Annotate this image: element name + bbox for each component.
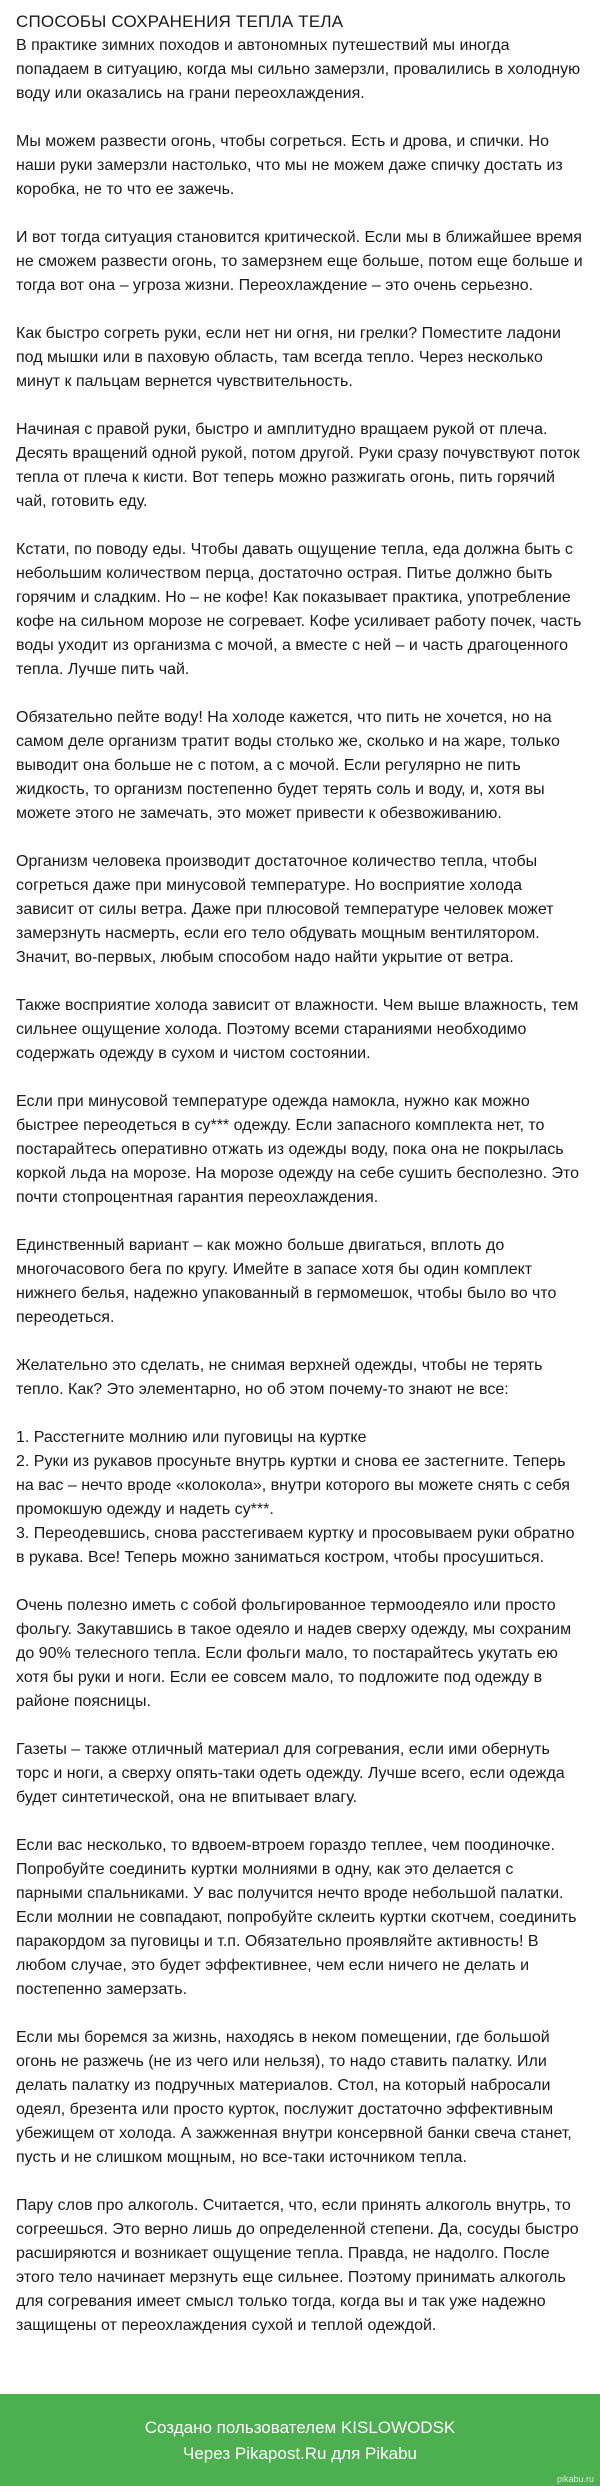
footer-via-link[interactable]: Через Pikapost.Ru для Pikabu	[183, 2444, 417, 2463]
paragraph: В практике зимних походов и автономных путешествий мы иногда попадаем в ситуацию, когда мы сильно замерзли, провалились в холодную воду или оказались на грани переохлаждения.	[16, 37, 581, 102]
paragraph: Как быстро согреть руки, если нет ни огня, ни грелки? Поместите ладони под мышки или в паховую область, там всегда тепло. Через несколько минут к пальцам вернется чувствительность.	[16, 325, 561, 390]
paragraph: Мы можем развести огонь, чтобы согреться. Есть и дрова, и спички. Но наши руки замерзли настолько, что мы не можем даже спичку достать из коробка, не то что ее зажечь.	[16, 133, 563, 198]
paragraph: Также восприятие холода зависит от влажности. Чем выше влажность, тем сильнее ощущение холода. Поэтому всеми стараниями необходимо содержать одежду в сухом и чистом состоянии.	[16, 997, 579, 1062]
paragraph: Если мы боремся за жизнь, находясь в неком помещении, где большой огонь не разжечь (не из чего или нельзя), то надо ставить палатку. Или делать палатку из подручных материалов. Стол, на который набросали одеял, брезента или просто курток, послужит достаточно эффективным убежищем от холода. А зажженная внутри консервной банки свеча станет, пусть и не слишком мощным, но все-таки источником тепла.	[16, 2029, 572, 2166]
paragraph: Газеты – также отличный материал для согревания, если ими обернуть торс и ноги, а сверху опять-таки одеть одежду. Лучше всего, если одежда будет синтетической, она не впитывает влагу.	[16, 1741, 565, 1806]
paragraph: Если при минусовой температуре одежда намокла, нужно как можно быстрее переодеться в су*** одежду. Если запасного комплекта нет, то постарайтесь оперативно отжать из одежды воду, пока она не покрылась коркой льда на морозе. На морозе одежду на себе сушить бесполезно. Это почти стопроцентная гарантия переохлаждения.	[16, 1093, 580, 1206]
paragraph: Обязательно пейте воду! На холоде кажется, что пить не хочется, но на самом деле организм тратит воды столько же, сколько и на жаре, только выводит она больше не с потом, а с мочой. Если регулярно не пить жидкость, то организм постепенно будет терять соль и воду, и, хотя вы можете этого не замечать, это может привести к обезвоживанию.	[16, 709, 560, 822]
footer-banner	[0, 2394, 600, 2486]
footer-created-by: Создано пользователем KISLOWODSK	[144, 2418, 456, 2437]
step-item: 1. Расстегните молнию или пуговицы на куртке	[16, 1429, 367, 1446]
paragraph: Кстати, по поводу еды. Чтобы давать ощущение тепла, еда должна быть с небольшим количеством перца, достаточно острая. Питье должно быть горячим и сладким. Но – не кофе! Как показывает практика, употребление кофе на сильном морозе не согревает. Кофе усиливает работу почек, часть воды уходит из организма с мочой, а вместе с ней – и часть драгоценного тепла. Лучше пить чай.	[16, 541, 582, 678]
paragraph: И вот тогда ситуация становится критической. Если мы в ближайшее время не сможем развести огонь, то замерзнем еще больше, потом еще больше и тогда вот она – угроза жизни. Переохлаждение – это очень серьезно.	[16, 229, 583, 294]
paragraph: Начиная с правой руки, быстро и амплитудно вращаем рукой от плеча. Десять вращений одной рукой, потом другой. Руки сразу почувствуют поток тепла от плеча к кисти. Вот теперь можно разжигать огонь, пить горячий чай, готовить еду.	[16, 421, 580, 510]
step-item: 3. Переодевшись, снова расстегиваем куртку и просовываем руки обратно в рукава. Все! Теперь можно заниматься костром, чтобы просушиться.	[16, 1525, 575, 1566]
paragraph: Желательно это сделать, не снимая верхней одежды, чтобы не терять тепло. Как? Это элементарно, но об этом почему-то знают не все:	[16, 1357, 543, 1398]
paragraph: Если вас несколько, то вдвоем-втроем гораздо теплее, чем поодиночке. Попробуйте соединить куртки молниями в одну, как это делается с парными спальниками. У вас получится нечто вроде небольшой палатки. Если молнии не совпадают, попробуйте склеить куртки скотчем, соединить паракордом за пуговицы и т.п. Обязательно проявляйте активность! В любом случае, это будет эффективнее, чем если ничего не делать и постепенно замерзать.	[16, 1837, 577, 1998]
steps-list	[16, 1426, 584, 1570]
paragraph: Организм человека производит достаточное количество тепла, чтобы согреться даже при минусовой температуре. Но восприятие холода зависит от силы ветра. Даже при плюсовой температуре человек может замерзнуть насмерть, если его тело обдувать мощным вентилятором. Значит, во-первых, любым способом надо найти укрытие от ветра.	[16, 853, 554, 966]
step-item: 2. Руки из рукавов просуньте внутрь куртки и снова ее застегните. Теперь на вас – нечто вроде «колокола», внутри которого вы можете снять с себя промокшую одежду и надеть су***.	[16, 1453, 570, 1518]
article-title: СПОСОБЫ СОХРАНЕНИЯ ТЕПЛА ТЕЛА	[16, 12, 344, 31]
paragraph: Пару слов про алкоголь. Считается, что, если принять алкоголь внутрь, то согреешься. Это верно лишь до определенной степени. Да, сосуды быстро расширяются и возникает ощущение тепла. Правда, не надолго. После этого тело начинает мерзнуть еще сильнее. Поэтому принимать алкоголь для согревания имеет смысл только тогда, когда вы и так уже надежно защищены от переохлаждения сухой и теплой одеждой.	[16, 2197, 579, 2334]
paragraph: Очень полезно иметь с собой фольгированное термоодеяло или просто фольгу. Закутавшись в такое одеяло и надев сверху одежду, мы сохраним до 90% телесного тепла. Если фольги мало, то постарайтесь укутать ею хотя бы руки и ноги. Если ее совсем мало, то подложите под одежду в районе поясницы.	[16, 1597, 572, 1710]
paragraph: Единственный вариант – как можно больше двигаться, вплоть до многочасового бега по кругу. Имейте в запасе хотя бы один комплект нижнего белья, надежно упакованный в гермомешок, чтобы было во что переодеться.	[16, 1237, 557, 1326]
watermark: pikabu.ru	[556, 2474, 594, 2484]
